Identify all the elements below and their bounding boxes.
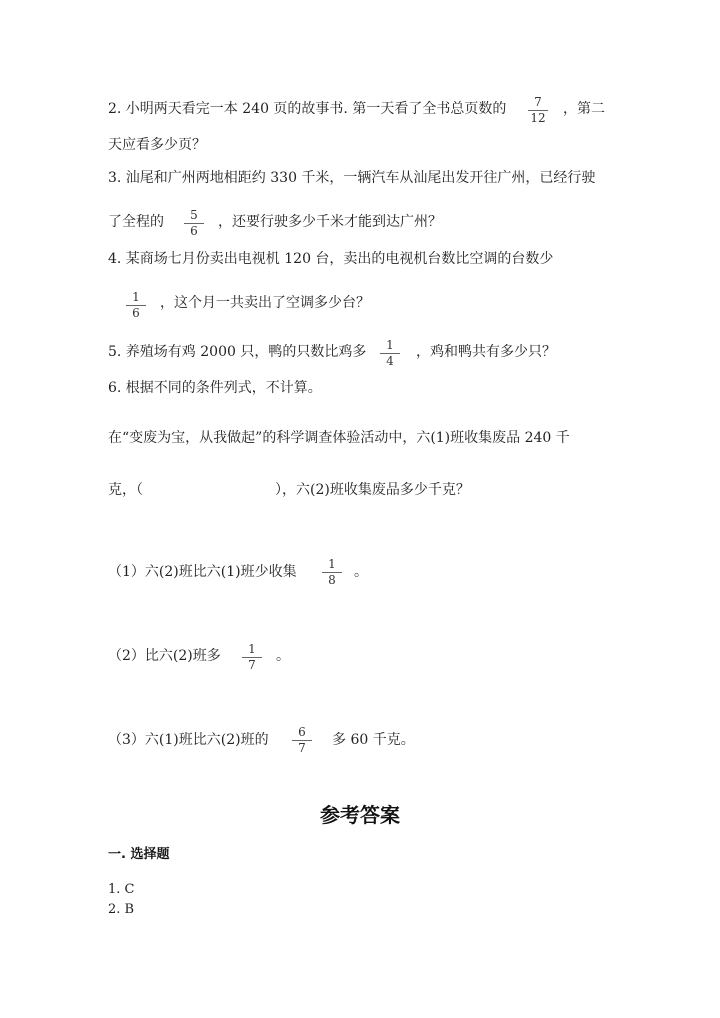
q2-line2-text: 天应看多少页？ [108, 137, 206, 153]
q4-fraction-numerator: 1 [132, 290, 140, 304]
q2-fraction-denominator: 12 [530, 111, 546, 125]
q6-sub3-fraction [290, 726, 314, 755]
answers-section-heading: 一. 选择题 [108, 847, 170, 862]
answer-item-2: 2. B [108, 902, 135, 917]
q6-sub1-fraction [320, 558, 344, 587]
q5-fraction [378, 339, 402, 368]
q5-line-suffix: ，鸡和鸭共有多少只？ [416, 344, 556, 360]
answers-title: 参考答案 [320, 803, 400, 827]
q2-fraction-numerator: 7 [534, 95, 542, 109]
q2-line1-suffix: ，第二 [563, 101, 605, 117]
q6-sub1-suffix: 。 [354, 564, 368, 580]
answer-item-1: 1. C [108, 882, 135, 897]
q6-sub3-fraction-denominator: 7 [298, 741, 306, 755]
q3-fraction [182, 209, 206, 238]
q2-line1-text: 2. 小明两天看完一本 240 页的故事书. 第一天看了全书总页数的 [108, 101, 507, 117]
q6-sub3-suffix: 多 60 千克。 [332, 732, 415, 748]
q6-sub1-fraction-numerator: 1 [328, 557, 336, 571]
q3-line2-suffix: ，还要行驶多少千米才能到达广州？ [218, 214, 442, 230]
q6-title: 6. 根据不同的条件列式，不计算。 [108, 380, 322, 396]
q4-fraction [124, 291, 148, 320]
q6-sub2-fraction-numerator: 1 [248, 642, 256, 656]
q5-line-prefix: 5. 养殖场有鸡 2000 只，鸭的只数比鸡多 [108, 344, 367, 360]
q5-fraction-numerator: 1 [386, 338, 394, 352]
q6-sub2-suffix: 。 [276, 648, 290, 664]
q6-stem-line1: 在“变废为宝，从我做起”的科学调查体验活动中，六(1)班收集废品 240 千 [108, 430, 570, 446]
q2-fraction [526, 96, 550, 125]
q3-fraction-denominator: 6 [190, 224, 198, 238]
q4-line2-suffix: ，这个月一共卖出了空调多少台？ [160, 295, 370, 311]
q4-fraction-denominator: 6 [132, 306, 140, 320]
q6-sub2-prefix: （2）比六(2)班多 [108, 648, 221, 664]
q6-sub3-fraction-numerator: 6 [298, 725, 306, 739]
q6-sub1-prefix: （1）六(2)班比六(1)班少收集 [108, 564, 297, 580]
q6-sub2-fraction-denominator: 7 [248, 658, 256, 672]
q6-sub1-fraction-denominator: 8 [328, 573, 336, 587]
q3-fraction-numerator: 5 [190, 208, 198, 222]
q4-line1-text: 4. 某商场七月份卖出电视机 120 台，卖出的电视机台数比空调的台数少 [108, 251, 554, 267]
q6-sub2-fraction [240, 643, 264, 672]
q5-fraction-denominator: 4 [386, 354, 394, 368]
q6-stem-line2-suffix: ），六(2)班收集废品多少千克？ [275, 482, 470, 498]
q6-sub3-prefix: （3）六(1)班比六(2)班的 [108, 732, 269, 748]
q3-line2-prefix: 了全程的 [108, 214, 164, 230]
q6-stem-line2-prefix: 克，（ [108, 482, 143, 498]
q3-line1-text: 3. 汕尾和广州两地相距约 330 千米，一辆汽车从汕尾出发开往广州，已经行驶 [108, 170, 596, 186]
